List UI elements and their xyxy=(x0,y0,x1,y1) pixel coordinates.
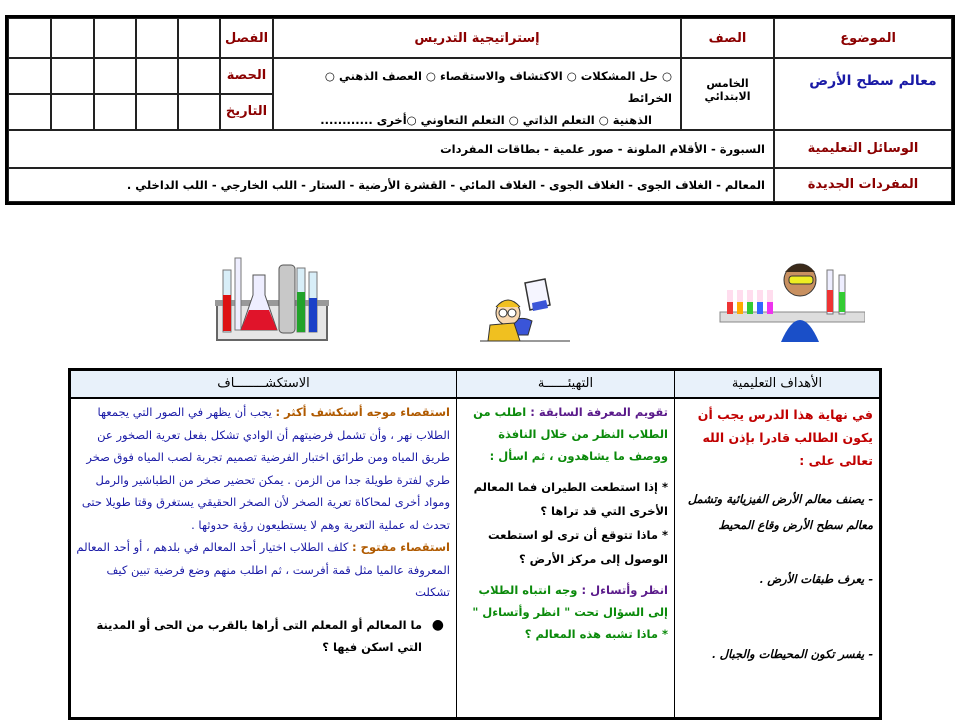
topic-label-cell xyxy=(774,18,952,58)
blank-cell xyxy=(8,94,51,130)
topic-label: الموضوع xyxy=(840,31,896,46)
aids-value: السبورة - الأقلام الملونة - صور علمية - بطاقات المفردات xyxy=(440,142,765,156)
warmup-body xyxy=(461,401,668,645)
blank-cell xyxy=(136,94,178,130)
strategy-line-2: الذهنية ○ التعلم الذاتي ○ التعلم التعاوني ○أخرى ............ xyxy=(320,113,652,127)
objectives-body xyxy=(679,403,873,665)
vocab-label: المفردات الجديدة xyxy=(807,177,919,192)
lesson-header-table xyxy=(5,15,955,205)
open-inquiry-text: كلف الطلاب اختيار أحد المعالم في بلدهم ، أو أحد المعالم المعروفة عالميا مثل قمة أفرست ، ثم اطلب منهم وضع فرضية تبين كيف تشكلت xyxy=(76,540,450,599)
warmup-column xyxy=(456,371,674,717)
warmup-question: * ماذا تشبه هذه المعالم ؟ xyxy=(524,627,668,641)
cartoon-scientist-icon xyxy=(470,275,580,345)
warmup-question: * ماذا تتوقع أن ترى لو استطعت الوصول إلى مركز الأرض ؟ xyxy=(487,528,668,566)
vocab-label-cell xyxy=(774,168,952,202)
period-label-cell xyxy=(220,58,273,94)
open-inquiry-label: استقصاء مفتوح : xyxy=(352,540,450,554)
explore-bullet-item xyxy=(75,614,450,659)
blank-cell xyxy=(178,58,220,94)
date-label: التاريخ xyxy=(225,104,268,119)
strategy-label: إستراتيجية التدريس xyxy=(414,31,540,46)
grade-value: الخامس الابتدائي xyxy=(704,77,751,103)
explore-column xyxy=(71,371,456,717)
blank-cell xyxy=(51,58,94,94)
blank-cell xyxy=(136,58,178,94)
guided-inquiry-text: يجب أن يظهر في الصور التي يجمعها الطلاب نهر ، وأن تشمل فرضيتهم أن الوادي تشكل بفعل تعرية الصخور عن طريق المياه ومن طرائق اختبار الفرضية تصميم تجربة لصب المياه فوق صخر طري لفترة طويلة جدا من الزمن . يمكن تحضير صخر من الطباشير والرمل ومواد أخرى لمحاكاة تعرية الصخر لأن الصخر الحقيقي يستغرق وقتا طويلا حتى تحدث له عملية التعرية وهم لا يستطيعون رؤية حدوثها . xyxy=(81,405,450,532)
grade-label: الصف xyxy=(708,31,747,46)
prior-knowledge-text: اطلب من الطلاب النظر من خلال النافذة ووصف ما يشاهدون ، ثم اسأل : xyxy=(473,405,668,463)
blank-cell xyxy=(8,58,51,94)
blank-cell xyxy=(51,18,94,58)
explore-heading: الاستكشــــــــاف xyxy=(71,371,456,399)
objectives-heading: الأهداف التعليمية xyxy=(675,371,879,399)
explore-body xyxy=(75,401,450,659)
lesson-body-table xyxy=(68,368,882,720)
look-wonder-label: انظر وأتساءل : xyxy=(581,583,668,597)
aids-label-cell xyxy=(774,130,952,168)
lab-glassware-icon xyxy=(205,250,335,350)
objectives-column xyxy=(674,371,879,717)
guided-inquiry-label: استقصاء موجه أستكشف أكثر : xyxy=(275,405,450,419)
explore-bullet-text: ما المعالم أو المعلم التى أراها بالقرب من الحى أو المدينة التي اسكن فيها ؟ xyxy=(96,617,422,654)
blank-cell xyxy=(178,94,220,130)
topic-value-cell xyxy=(774,58,952,130)
grade-label-cell xyxy=(681,18,774,58)
blank-cell xyxy=(51,94,94,130)
look-wonder-text: وجه انتباه الطلاب إلى السؤال تحت " انظر وأتساءل " xyxy=(472,583,668,619)
blank-cell xyxy=(94,18,136,58)
topic-value: معالم سطح الأرض xyxy=(809,73,937,89)
vocab-value-cell xyxy=(8,168,774,202)
warmup-question: * إذا استطعت الطيران فما المعالم الأخرى التي قد تراها ؟ xyxy=(473,480,668,518)
strategy-line-1: ○ حل المشكلات ○ الاكتشاف والاستقصاء ○ العصف الذهني ○ الخرائط xyxy=(324,69,672,105)
objective-item: - يصنف معالم الأرض الفيزيائية وتشمل معالم سطح الأرض وقاع المحيط xyxy=(687,492,873,532)
strategy-options-cell xyxy=(273,58,681,130)
objective-item: - يعرف طبقات الأرض . xyxy=(759,572,873,586)
class-label-cell xyxy=(220,18,273,58)
blank-cell xyxy=(8,18,51,58)
objectives-intro: في نهاية هذا الدرس يجب أن يكون الطالب قادرا بإذن الله تعالى على : xyxy=(697,407,873,468)
period-label: الحصة xyxy=(226,68,267,83)
bullet-dot-icon: ● xyxy=(431,616,444,633)
blank-cell xyxy=(94,58,136,94)
aids-value-cell xyxy=(8,130,774,168)
objective-item: - يفسر تكون المحيطات والجبال . xyxy=(711,646,873,661)
date-label-cell xyxy=(220,94,273,130)
strategy-label-cell xyxy=(273,18,681,58)
child-scientist-icon xyxy=(715,250,865,350)
vocab-value: المعالم - الغلاف الجوى - الغلاف الجوى - الغلاف المائي - القشرة الأرضية - الستار - اللب الخارجي - اللب الداخلي . xyxy=(126,178,765,192)
aids-label: الوسائل التعليمية xyxy=(807,141,919,156)
warmup-heading: التهيئــــــة xyxy=(457,371,674,399)
grade-value-cell xyxy=(681,58,774,130)
class-label: الفصل xyxy=(224,31,269,46)
blank-cell xyxy=(136,18,178,58)
blank-cell xyxy=(178,18,220,58)
prior-knowledge-label: تقويم المعرفة السابقة : xyxy=(530,405,668,419)
blank-cell xyxy=(94,94,136,130)
